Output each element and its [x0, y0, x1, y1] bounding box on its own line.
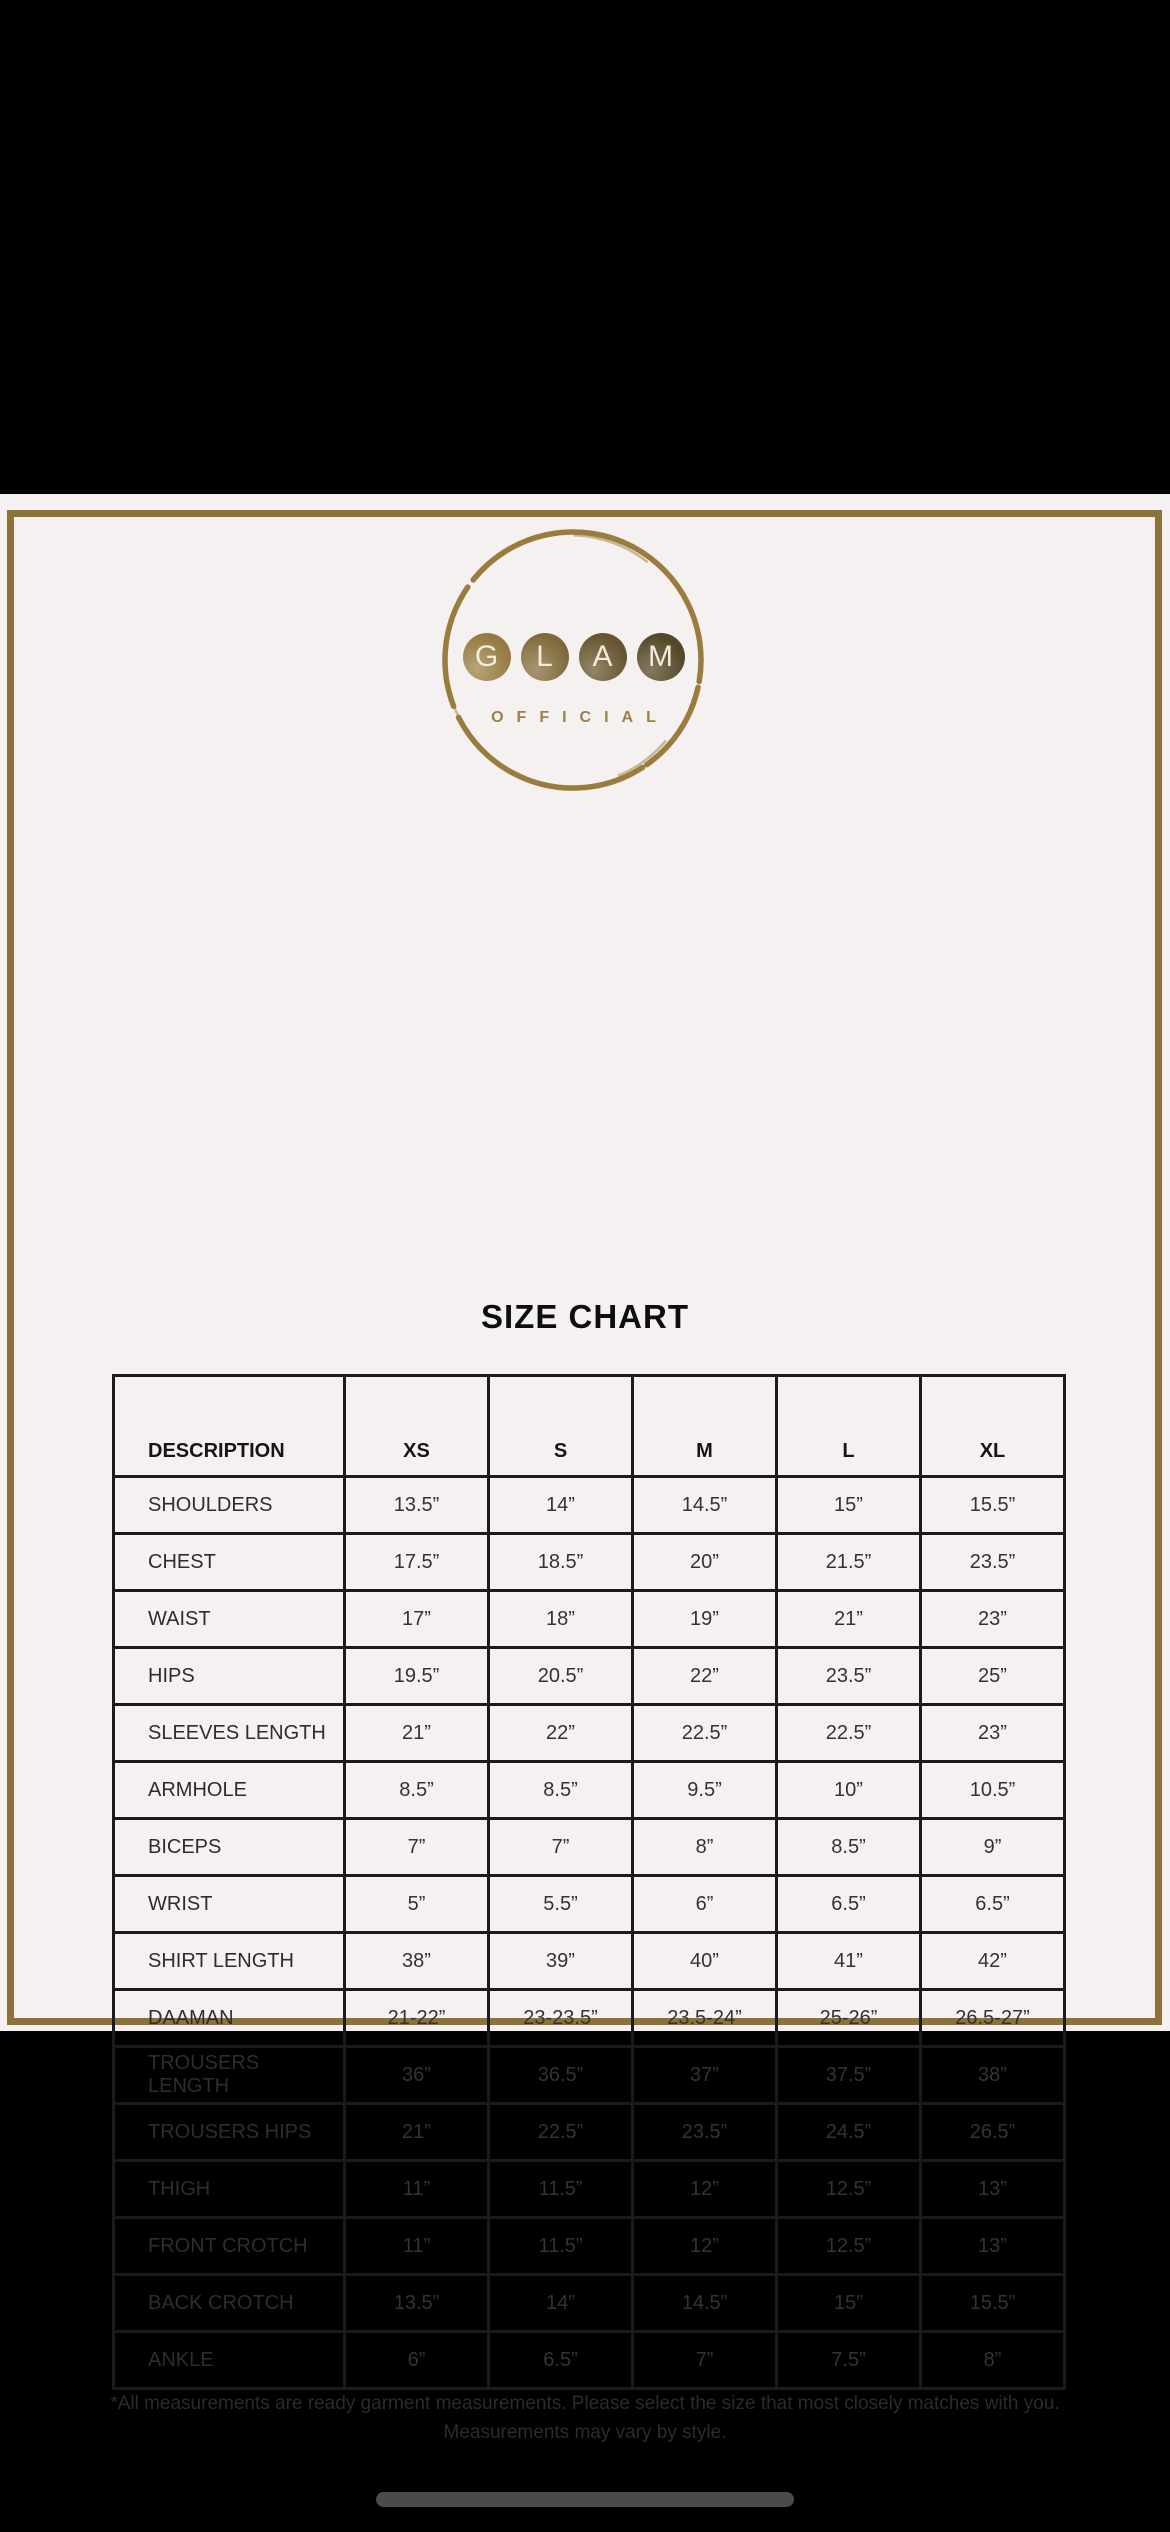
- size-value: 17.5”: [345, 1534, 489, 1591]
- size-value: 23.5”: [777, 1648, 921, 1705]
- size-value: 22.5”: [633, 1705, 777, 1762]
- size-value: 22”: [633, 1648, 777, 1705]
- row-label: BICEPS: [114, 1819, 345, 1876]
- logo-letter: M: [648, 640, 673, 673]
- table-row: [114, 2047, 1065, 2104]
- size-value: 12.5”: [777, 2218, 921, 2275]
- table-row: [114, 2161, 1065, 2218]
- size-value: 25-26”: [777, 1990, 921, 2047]
- row-label: THIGH: [114, 2161, 345, 2218]
- size-value: 24.5”: [777, 2104, 921, 2161]
- size-value: 14”: [489, 2275, 633, 2332]
- size-value: 41”: [777, 1933, 921, 1990]
- row-label: TROUSERS LENGTH: [114, 2047, 345, 2104]
- size-value: 6”: [633, 1876, 777, 1933]
- size-value: 21”: [345, 1705, 489, 1762]
- row-label: HIPS: [114, 1648, 345, 1705]
- logo-letter: L: [536, 640, 553, 673]
- size-value: 12.5”: [777, 2161, 921, 2218]
- row-label: FRONT CROTCH: [114, 2218, 345, 2275]
- size-value: 7”: [633, 2332, 777, 2389]
- column-header-l: L: [777, 1376, 921, 1477]
- row-label: WRIST: [114, 1876, 345, 1933]
- row-label: ANKLE: [114, 2332, 345, 2389]
- home-indicator[interactable]: [376, 2492, 794, 2507]
- row-label: TROUSERS HIPS: [114, 2104, 345, 2161]
- size-value: 6.5”: [489, 2332, 633, 2389]
- size-value: 42”: [921, 1933, 1065, 1990]
- size-value: 8”: [921, 2332, 1065, 2389]
- size-value: 26.5”: [921, 2104, 1065, 2161]
- brand-logo: [437, 527, 710, 795]
- table-row: [114, 2332, 1065, 2389]
- size-chart-table: [112, 1374, 1066, 2390]
- size-value: 13”: [921, 2218, 1065, 2275]
- size-value: 21”: [345, 2104, 489, 2161]
- size-value: 21.5”: [777, 1534, 921, 1591]
- size-value: 19”: [633, 1591, 777, 1648]
- size-value: 5”: [345, 1876, 489, 1933]
- table-row: [114, 1705, 1065, 1762]
- logo-subtitle: OFFICIAL: [491, 709, 669, 726]
- table-body: [114, 1477, 1065, 2389]
- size-value: 7”: [489, 1819, 633, 1876]
- size-value: 10.5”: [921, 1762, 1065, 1819]
- size-value: 18”: [489, 1591, 633, 1648]
- logo-letter-circle-a: [579, 633, 627, 681]
- size-value: 26.5-27”: [921, 1990, 1065, 2047]
- size-value: 8.5”: [777, 1819, 921, 1876]
- column-header-s: S: [489, 1376, 633, 1477]
- size-value: 20”: [633, 1534, 777, 1591]
- size-value: 23.5”: [921, 1534, 1065, 1591]
- table-row: [114, 1591, 1065, 1648]
- header-row: [114, 1376, 1065, 1477]
- table-row: [114, 1762, 1065, 1819]
- table-row: [114, 1648, 1065, 1705]
- footnote-line-2: Measurements may vary by style.: [443, 2421, 727, 2443]
- column-header-xl: XL: [921, 1376, 1065, 1477]
- size-value: 22.5”: [489, 2104, 633, 2161]
- row-label: SHIRT LENGTH: [114, 1933, 345, 1990]
- table-row: [114, 1477, 1065, 1534]
- row-label: CHEST: [114, 1534, 345, 1591]
- size-value: 7.5”: [777, 2332, 921, 2389]
- logo-letter-row: [437, 633, 710, 681]
- size-value: 25”: [921, 1648, 1065, 1705]
- size-value: 8.5”: [345, 1762, 489, 1819]
- size-value: 15”: [777, 2275, 921, 2332]
- table-row: [114, 2218, 1065, 2275]
- size-value: 12”: [633, 2218, 777, 2275]
- size-value: 39”: [489, 1933, 633, 1990]
- size-value: 22.5”: [777, 1705, 921, 1762]
- size-value: 19.5”: [345, 1648, 489, 1705]
- size-value: 5.5”: [489, 1876, 633, 1933]
- size-value: 18.5”: [489, 1534, 633, 1591]
- column-header-xs: XS: [345, 1376, 489, 1477]
- size-value: 13.5”: [345, 2275, 489, 2332]
- table-row: [114, 1534, 1065, 1591]
- size-value: 9”: [921, 1819, 1065, 1876]
- size-value: 13.5”: [345, 1477, 489, 1534]
- size-value: 11.5”: [489, 2161, 633, 2218]
- size-value: 6.5”: [921, 1876, 1065, 1933]
- page-title: SIZE CHART: [481, 1298, 689, 1335]
- size-value: 17”: [345, 1591, 489, 1648]
- size-value: 15.5”: [921, 1477, 1065, 1534]
- size-chart-panel: [0, 494, 1170, 2443]
- table-row: [114, 1990, 1065, 2047]
- size-value: 23.5-24”: [633, 1990, 777, 2047]
- column-header-m: M: [633, 1376, 777, 1477]
- size-value: 11”: [345, 2161, 489, 2218]
- table-row: [114, 1819, 1065, 1876]
- size-value: 37.5”: [777, 2047, 921, 2104]
- row-label: SLEEVES LENGTH: [114, 1705, 345, 1762]
- table-row: [114, 1876, 1065, 1933]
- size-value: 10”: [777, 1762, 921, 1819]
- size-value: 6”: [345, 2332, 489, 2389]
- row-label: SHOULDERS: [114, 1477, 345, 1534]
- logo-letter-circle-m: [637, 633, 685, 681]
- column-header-description: DESCRIPTION: [114, 1376, 345, 1477]
- size-value: 38”: [345, 1933, 489, 1990]
- size-value: 38”: [921, 2047, 1065, 2104]
- table-row: [114, 2104, 1065, 2161]
- size-value: 21”: [777, 1591, 921, 1648]
- size-value: 23-23.5”: [489, 1990, 633, 2047]
- row-label: DAAMAN: [114, 1990, 345, 2047]
- size-value: 22”: [489, 1705, 633, 1762]
- table-row: [114, 2275, 1065, 2332]
- size-value: 36.5”: [489, 2047, 633, 2104]
- size-value: 11.5”: [489, 2218, 633, 2275]
- logo-letter-circle-l: [521, 633, 569, 681]
- logo-letter: G: [474, 640, 499, 673]
- size-value: 37”: [633, 2047, 777, 2104]
- size-value: 23”: [921, 1591, 1065, 1648]
- size-value: 40”: [633, 1933, 777, 1990]
- row-label: ARMHOLE: [114, 1762, 345, 1819]
- size-value: 6.5”: [777, 1876, 921, 1933]
- size-value: 21-22”: [345, 1990, 489, 2047]
- row-label: WAIST: [114, 1591, 345, 1648]
- size-value: 12”: [633, 2161, 777, 2218]
- size-value: 23.5”: [633, 2104, 777, 2161]
- size-value: 13”: [921, 2161, 1065, 2218]
- size-value: 7”: [345, 1819, 489, 1876]
- size-value: 9.5”: [633, 1762, 777, 1819]
- logo-letter: A: [592, 640, 613, 673]
- footnote-line-1: *All measurements are ready garment measurements. Please select the size that most closely matches with you.: [110, 2393, 1060, 2414]
- size-value: 14.5”: [633, 2275, 777, 2332]
- logo-letter-circle-g: [463, 633, 511, 681]
- size-value: 8.5”: [489, 1762, 633, 1819]
- size-value: 14.5”: [633, 1477, 777, 1534]
- table-header: [114, 1376, 1065, 1477]
- size-value: 15”: [777, 1477, 921, 1534]
- size-value: 20.5”: [489, 1648, 633, 1705]
- size-value: 36”: [345, 2047, 489, 2104]
- size-value: 14”: [489, 1477, 633, 1534]
- size-value: 11”: [345, 2218, 489, 2275]
- size-value: 15.5”: [921, 2275, 1065, 2332]
- table-row: [114, 1933, 1065, 1990]
- size-value: 8”: [633, 1819, 777, 1876]
- row-label: BACK CROTCH: [114, 2275, 345, 2332]
- footnote: [60, 2390, 1110, 2447]
- size-value: 23”: [921, 1705, 1065, 1762]
